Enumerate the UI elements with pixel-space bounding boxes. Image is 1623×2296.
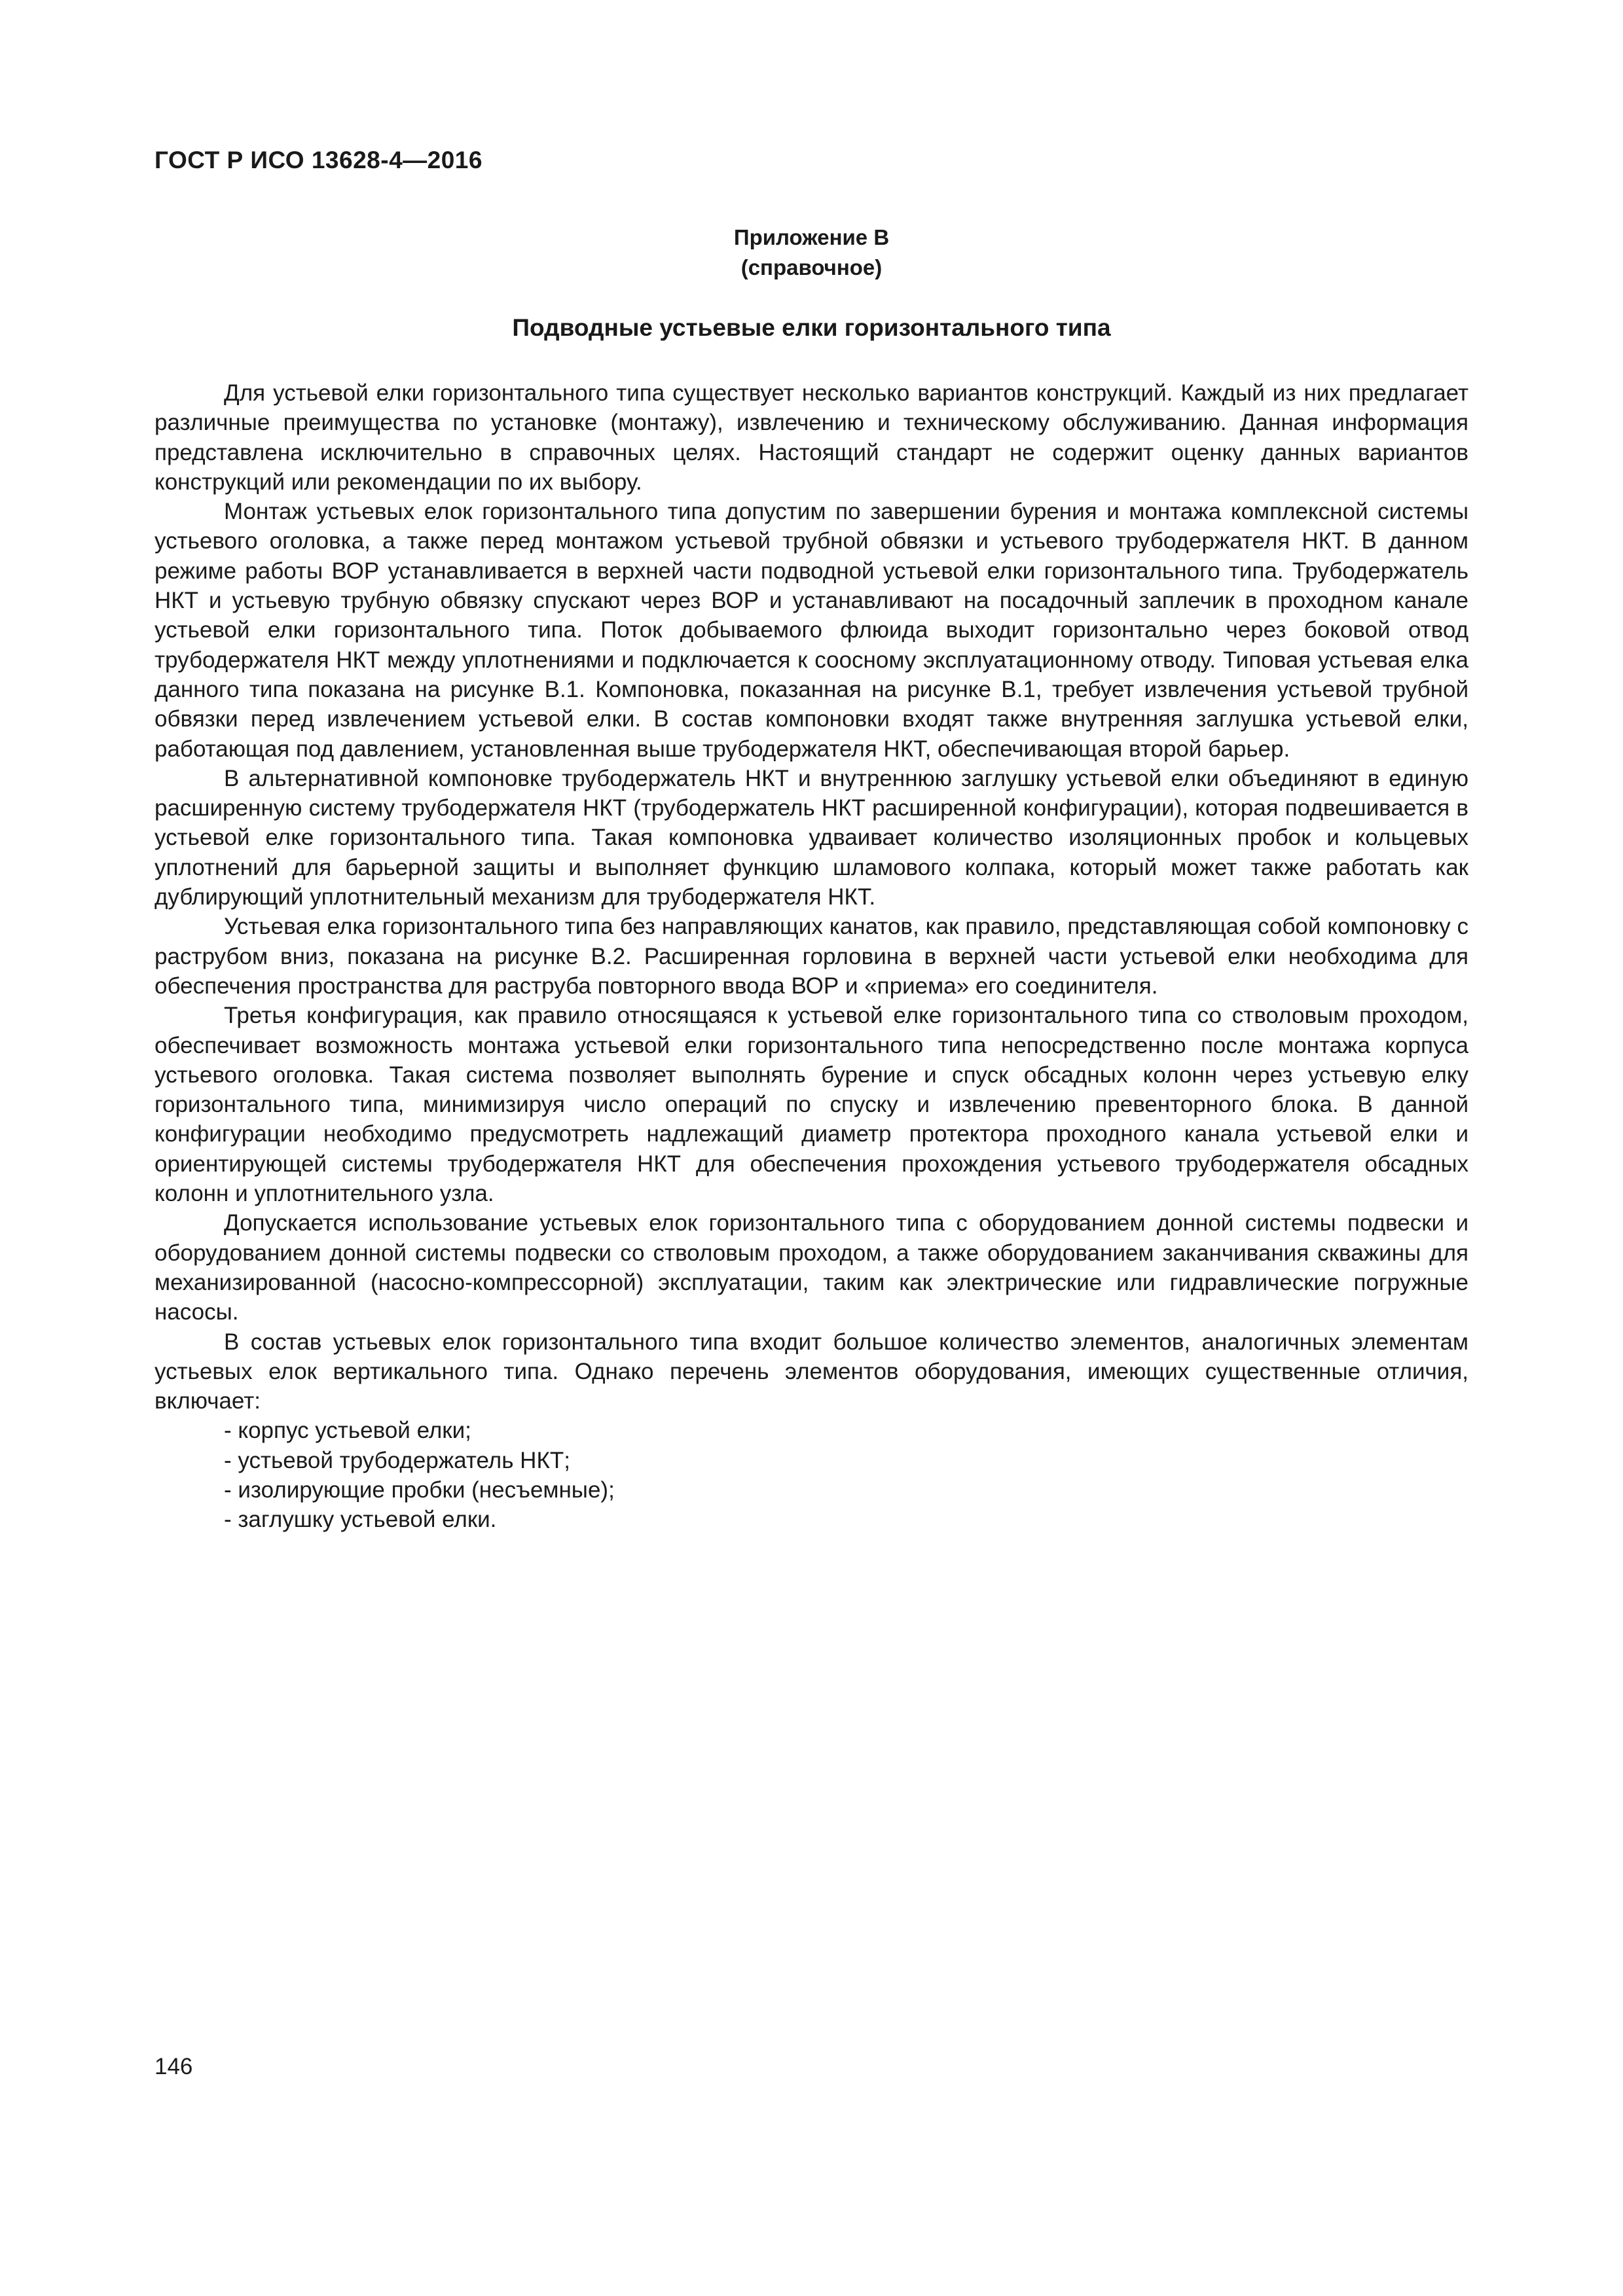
list-item: - заглушку устьевой елки. — [224, 1507, 497, 1533]
appendix-type: (справочное) — [740, 255, 883, 279]
list-item: - корпус устьевой елки; — [224, 1418, 471, 1444]
paragraph: Монтаж устьевых елок горизонтального типа допустим по завершении бурения и монтажа комплексной системы устьевого оголовка, а также перед монтажом устьевой трубной обвязки и устьевого трубодержателя НКТ. В данном режиме работы ВОР устанавливается в верхней части подводной устьевой елки горизонтального типа. Трубодержатель НКТ и устьевую трубную обвязку спускают через ВОР и устанавливают на посадочный заплечик в проходном канале устьевой елки горизонтального типа. Поток добываемого флюида выходит горизонтально через боковой отвод трубодержателя НКТ между уплотнениями и подключается к соосному эксплуатационному отводу. Типовая устьевая елка данного типа показана на рисунке В.1. Компоновка, показанная на рисунке В.1, требует извлечения устьевой трубной обвязки перед извлечением устьевой елки. В состав компоновки входят также внутренняя заглушка устьевой елки, работающая под давлением, установленная выше трубодержателя НКТ, обеспечивающая второй барьер. — [155, 499, 1468, 762]
paragraph: Допускается использование устьевых елок горизонтального типа с оборудованием донной системы подвески и оборудованием донной системы подвески со стволовым проходом, а также оборудованием заканчивания скважины для механизированной (насосно-компрессорной) эксплуатации, таким как электрические или гидравлические погружные насосы. — [155, 1210, 1468, 1325]
element-list — [155, 1416, 1468, 1534]
paragraph: Устьевая елка горизонтального типа без направляющих канатов, как правило, представляющая собой компоновку с раструбом вниз, показана на рисунке В.2. Расширенная горловина в верхней части устьевой елки необходима для обеспечения пространства для раструба повторного ввода ВОР и «приема» его соединителя. — [155, 914, 1468, 999]
document-code: ГОСТ Р ИСО 13628-4—2016 — [155, 147, 483, 173]
list-item: - устьевой трубодержатель НКТ; — [224, 1447, 570, 1473]
list-item: - изолирующие пробки (несъемные); — [224, 1477, 615, 1503]
paragraph: Третья конфигурация, как правило относящаяся к устьевой елке горизонтального типа со стволовым проходом, обеспечивает возможность монтажа устьевой елки горизонтального типа непосредственно после монтажа корпуса устьевого оголовка. Такая система позволяет выполнять бурение и спуск обсадных колонн через устьевую елку горизонтального типа, минимизируя число операций по спуску и извлечению превенторного блока. В данной конфигурации необходимо предусмотреть надлежащий диаметр протектора проходного канала устьевой елки и ориентирующей системы трубодержателя НКТ для обеспечения прохождения устьевого трубодержателя обсадных колонн и уплотнительного узла. — [155, 1003, 1468, 1207]
paragraph: В альтернативной компоновке трубодержатель НКТ и внутреннюю заглушку устьевой елки объединяют в единую расширенную систему трубодержателя НКТ (трубодержатель НКТ расширенной конфигурации), которая подвешивается в устьевой елке горизонтального типа. Такая компоновка удваивает количество изоляционных пробок и кольцевых уплотнений для барьерной защиты и выполняет функцию шламового колпака, который может также работать как дублирующий уплотнительный механизм для трубодержателя НКТ. — [155, 765, 1468, 910]
appendix-heading — [155, 223, 1468, 283]
section-title: Подводные устьевые елки горизонтального типа — [512, 314, 1111, 341]
appendix-label: Приложение В — [733, 225, 890, 249]
page-number: 146 — [155, 2054, 193, 2079]
paragraph: Для устьевой елки горизонтального типа существует несколько вариантов конструкций. Каждый из них предлагает различные преимущества по установке (монтажу), извлечению и техническому обслуживанию. Данная информация представлена исключительно в справочных целях. Настоящий стандарт не содержит оценку данных вариантов конструкций или рекомендации по их выбору. — [155, 380, 1468, 495]
body-text — [155, 378, 1468, 1535]
paragraph: В состав устьевых елок горизонтального типа входит большое количество элементов, аналогичных элементам устьевых елок вертикального типа. Однако перечень элементов оборудования, имеющих существенные отличия, включает: — [155, 1329, 1468, 1414]
